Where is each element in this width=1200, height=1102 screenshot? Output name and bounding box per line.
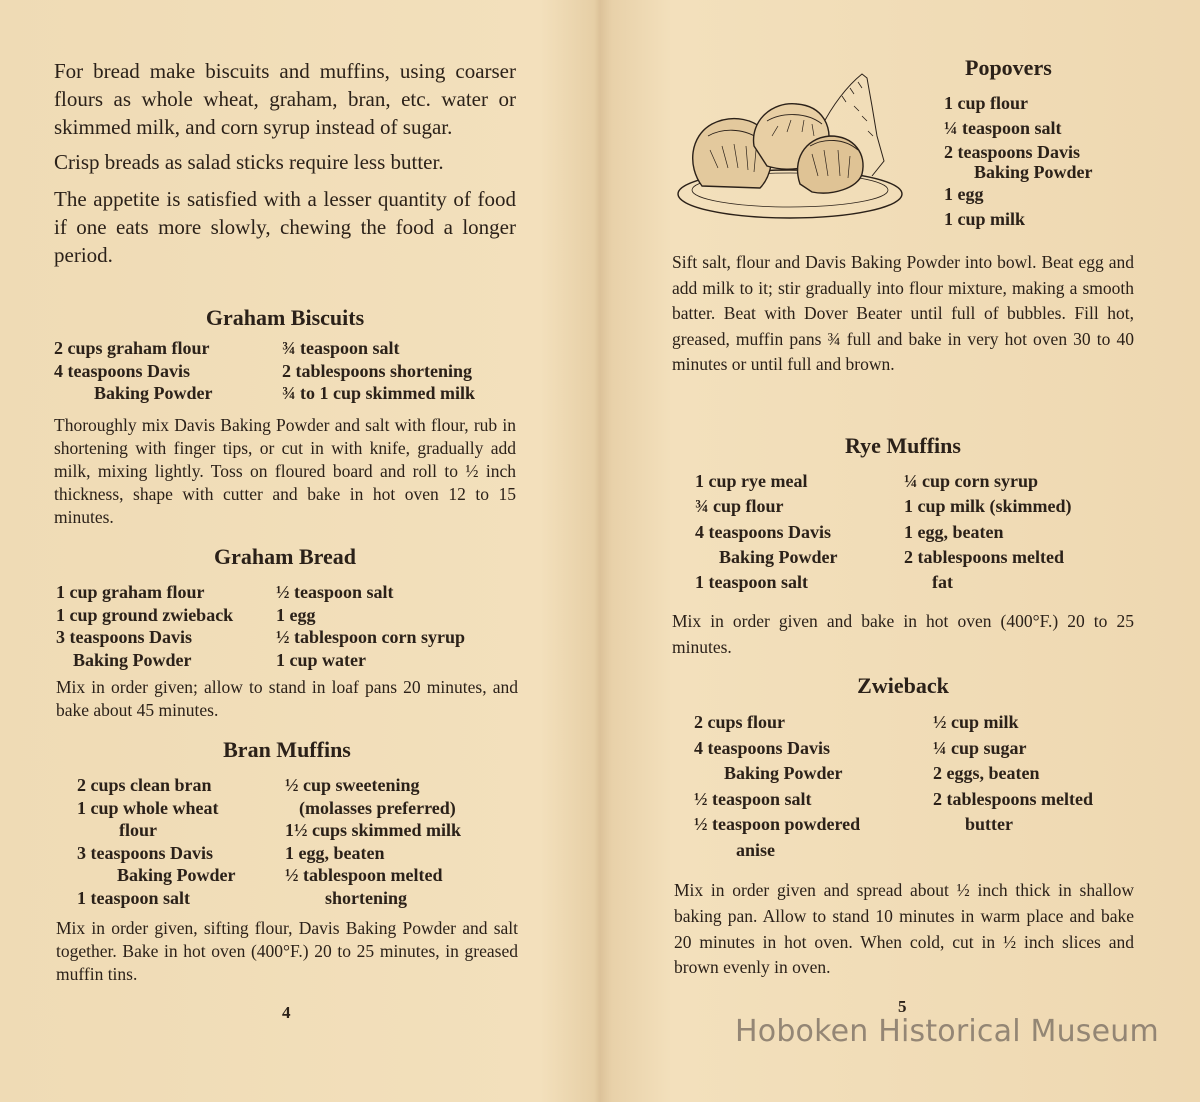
ingredient: 1 teaspoon salt [695, 572, 809, 593]
ingredient: ½ teaspoon salt [694, 788, 812, 809]
ingredient: 1 egg, beaten [904, 521, 1004, 542]
ingredient: ¾ teaspoon salt [282, 338, 400, 358]
ingredient: 1 cup water [276, 649, 366, 670]
ingredient: 2 cups graham flour [54, 338, 210, 358]
intro-paragraph-2: Crisp breads as salad sticks require less butter. [54, 150, 444, 174]
graham-biscuits-ingredients [54, 337, 516, 407]
recipe-graham-biscuits [54, 305, 516, 331]
ingredient: Baking Powder [73, 649, 192, 670]
ingredient: ¾ cup flour [695, 496, 784, 517]
recipe-bran-muffins [56, 737, 518, 763]
ingredient: 4 teaspoons Davis [694, 737, 831, 758]
ingredient: 1 cup milk [944, 208, 1026, 229]
ingredient: ¼ cup sugar [933, 737, 1027, 758]
recipe-zwieback [672, 673, 1134, 699]
ingredient: 4 teaspoons Davis [54, 360, 191, 381]
intro-paragraph-3: The appetite is satisfied with a lesser quantity of food if one eats more slowly, chewing the food a longer period. [54, 187, 516, 267]
ingredient: 1 cup milk (skimmed) [904, 496, 1072, 517]
zwieback-method [674, 878, 1134, 981]
recipe-title: Popovers [965, 55, 1052, 80]
ingredient: ½ teaspoon salt [276, 582, 394, 602]
recipe-method: Mix in order given and spread about ½ inch thick in shallow baking pan. Allow to stand 10 minutes in warm place and bake 20 minutes in hot oven. When cold, cut in ½ inch slices and brown evenly in oven. [674, 880, 1134, 978]
ingredient: 1 egg [276, 604, 316, 625]
ingredient: Baking Powder [719, 546, 838, 567]
page-number: 5 [898, 997, 907, 1016]
ingredient: ¼ cup corn syrup [904, 471, 1039, 491]
ingredient: ½ tablespoon corn syrup [276, 627, 466, 647]
ingredient: 1 cup graham flour [56, 582, 205, 602]
popovers-ingredients [944, 91, 1164, 231]
ingredient: flour [119, 820, 157, 840]
graham-bread-ingredients [56, 581, 518, 673]
ingredient: 2 tablespoons shortening [282, 360, 473, 381]
ingredient: ¼ teaspoon salt [944, 117, 1062, 138]
ingredient: 4 teaspoons Davis [695, 521, 832, 542]
recipe-rye-muffins [672, 433, 1134, 459]
ingredient: 2 eggs, beaten [933, 763, 1040, 783]
popovers-method [672, 250, 1134, 378]
bran-muffins-method [56, 917, 518, 986]
zwieback-ingredients [694, 710, 1134, 862]
recipe-method: Mix in order given, sifting flour, Davis Baking Powder and salt together. Bake in hot oven (400°F.) 20 to 25 minutes, in greased muffin tins. [56, 918, 518, 984]
ingredient: 1 egg, beaten [285, 842, 385, 863]
intro-text [54, 57, 516, 269]
recipe-method: Mix in order given; allow to stand in loaf pans 20 minutes, and bake about 45 minutes. [56, 677, 518, 720]
recipe-popovers [965, 55, 1165, 81]
ingredient: 3 teaspoons Davis [77, 842, 214, 863]
ingredient: 1 cup whole wheat [77, 797, 219, 818]
recipe-title: Bran Muffins [223, 737, 351, 762]
ingredient: butter [965, 814, 1013, 834]
page-number: 4 [282, 1003, 291, 1022]
graham-bread-method [56, 676, 518, 722]
recipe-method: Mix in order given and bake in hot oven (400°F.) 20 to 25 minutes. [672, 611, 1134, 657]
ingredient: (molasses preferred) [299, 797, 456, 818]
rye-muffins-method [672, 608, 1134, 660]
ingredient: Baking Powder [724, 763, 843, 783]
ingredient: 2 cups flour [694, 712, 786, 732]
ingredient: anise [736, 839, 776, 860]
recipe-title: Graham Biscuits [205, 305, 365, 330]
graham-biscuits-method [54, 414, 516, 529]
ingredient: ½ cup sweetening [285, 775, 420, 795]
ingredient: 2 tablespoons melted [933, 788, 1094, 809]
ingredient: ½ tablespoon melted [285, 865, 443, 885]
recipe-method: Sift salt, flour and Davis Baking Powder into bowl. Beat egg and add milk to it; stir gradually into flour mixture, making a smooth batter. Beat with Dover Beater until full of bubbles. Fill hot, greased, muffin pans ¾ full and bake in very hot oven 30 to 40 minutes or until full and brown. [672, 252, 1134, 375]
popovers-illustration [672, 66, 934, 236]
museum-watermark: Hoboken Historical Museum [735, 1014, 1159, 1049]
ingredient: shortening [325, 887, 408, 908]
recipe-method: Thoroughly mix Davis Baking Powder and salt with flour, rub in shortening with finger tips, or cut in with knife, gradually add milk, mixing lightly. Toss on floured board and roll to ½ inch thickness, shape with cutter and bake in hot oven 12 to 15 minutes. [54, 415, 516, 527]
ingredient: Baking Powder [94, 383, 213, 403]
intro-paragraph-1: For bread make biscuits and muffins, using coarser flours as whole wheat, graham, bran, etc. water or skimmed milk, and corn syrup instead of sugar. [54, 59, 516, 139]
ingredient: ¾ to 1 cup skimmed milk [282, 383, 476, 403]
rye-muffins-ingredients [695, 469, 1135, 595]
recipe-graham-bread [54, 544, 516, 570]
ingredient: Baking Powder [974, 162, 1093, 182]
ingredient: 2 cups clean bran [77, 775, 212, 795]
ingredient: ½ teaspoon powdered [694, 814, 861, 834]
ingredient: 1½ cups skimmed milk [285, 820, 462, 840]
ingredient: 1 teaspoon salt [77, 887, 191, 908]
recipe-title: Rye Muffins [845, 433, 961, 458]
ingredient: Baking Powder [117, 865, 236, 885]
ingredient: 1 cup ground zwieback [56, 604, 234, 625]
ingredient: 1 cup flour [944, 93, 1029, 113]
recipe-title: Graham Bread [214, 544, 356, 569]
ingredient: 3 teaspoons Davis [56, 627, 193, 647]
ingredient: 2 tablespoons melted [904, 546, 1065, 567]
ingredient: 1 cup rye meal [695, 471, 808, 491]
ingredient: 1 egg [944, 184, 984, 204]
bran-muffins-ingredients [77, 774, 517, 912]
ingredient: 2 teaspoons Davis [944, 142, 1081, 162]
ingredient: fat [932, 572, 953, 593]
recipe-title: Zwieback [857, 673, 949, 698]
ingredient: ½ cup milk [933, 712, 1019, 732]
